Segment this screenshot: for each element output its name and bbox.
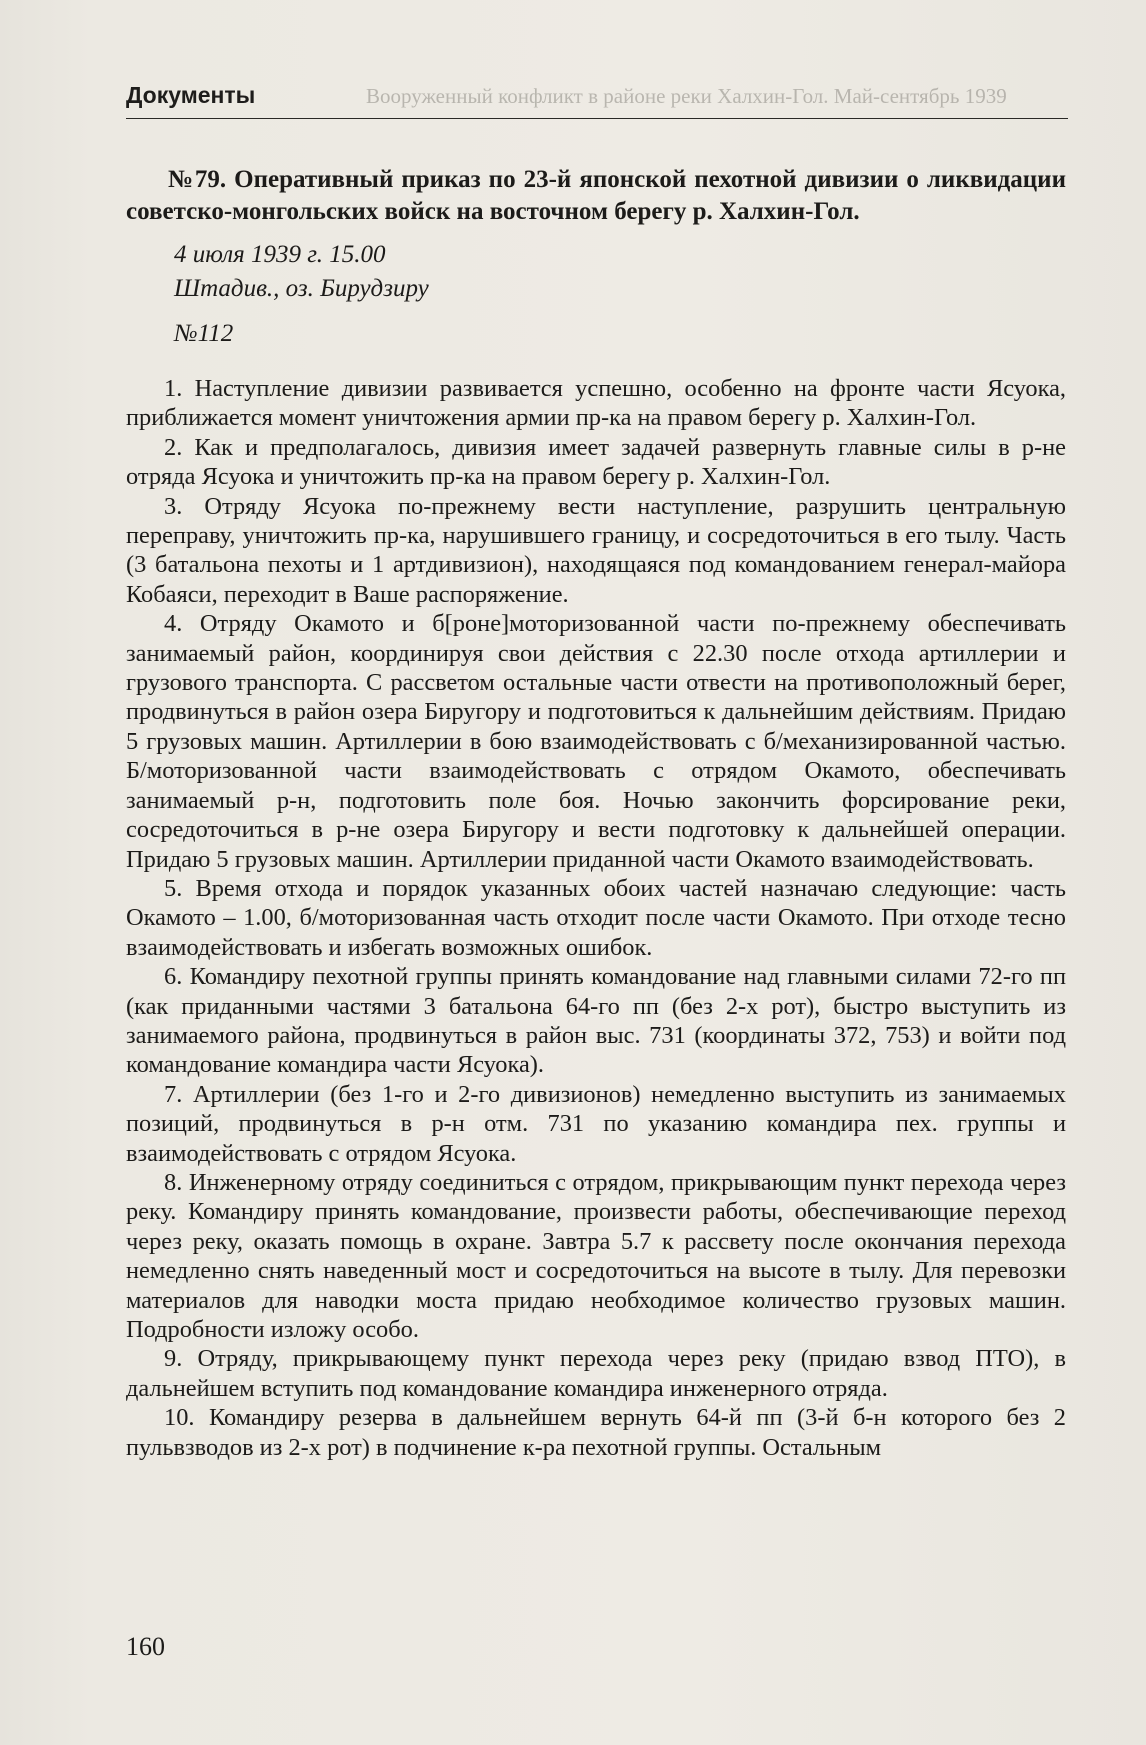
paragraph: 2. Как и предполагалось, дивизия имеет задачей развернуть главные силы в р-не отряда Ясуока и уничтожить пр-ка на правом берегу р. Халхин-Гол. bbox=[126, 433, 1066, 491]
paragraph: 5. Время отхода и порядок указанных обоих частей назначаю следующие: часть Окамото – 1.00, б/моторизованная часть отходит после части Окамото. При отходе тесно взаимодействовать и избегать возможных ошибок. bbox=[126, 874, 1066, 961]
document-body bbox=[126, 164, 1066, 1462]
document-place: Штадив., оз. Бирудзиру bbox=[174, 275, 429, 302]
paragraph: 10. Командиру резерва в дальнейшем вернуть 64-й пп (3-й б-н которого без 2 пульвзводов из 2-х рот) в подчинение к-ра пехотной группы. Остальным bbox=[126, 1404, 1066, 1461]
paragraph: 6. Командиру пехотной группы принять командование над главными силами 72-го пп (как приданными частями 3 батальона 64-го пп (без 2-х рот), быстро выступить из занимаемого района, продвинуться в район выс. 731 (координаты 372, 753) и войти под командование командира части Ясуока). bbox=[126, 963, 1066, 1079]
bleed-through-running-title: Вооруженный конфликт в районе реки Халхин-Гол. Май-сентябрь 1939 bbox=[366, 84, 1007, 108]
document-title: №79. Оперативный приказ по 23-й японской пехотной дивизии о ликвидации советско-монгольских войск на восточном берегу р. Халхин-Гол. bbox=[126, 166, 1066, 225]
document-date: 4 июля 1939 г. 15.00 bbox=[174, 241, 386, 268]
paragraph: 9. Отряду, прикрывающему пункт перехода через реку (придаю взвод ПТО), в дальнейшем вступить под командование командира инженерного отряда. bbox=[126, 1345, 1066, 1402]
paragraph: 8. Инженерному отряду соединиться с отрядом, прикрывающим пункт перехода через реку. Командиру принять командование, произвести работы, обеспечивающие переход через реку, оказать помощь в охране. Завтра 5.7 к рассвету после окончания перехода немедленно снять наведенный мост и сосредоточиться на высоте в тылу. Для перевозки материалов для наводки моста придаю необходимое количество грузовых машин. Подробности изложу особо. bbox=[126, 1168, 1066, 1343]
paragraph: 4. Отряду Окамото и б[роне]моторизованной части по-прежнему обеспечивать занимаемый район, координируя свои действия с 22.30 после отхода артиллерии и грузового транспорта. С рассветом остальные части отвести на противоположный берег, продвинуться в район озера Биругору и подготовиться к дальнейшим действиям. Придаю 5 грузовых машин. Артиллерии в бою взаимодействовать с б/механизированной частью. Б/моторизованной части взаимодействовать с отрядом Окамото, обеспечивать занимаемый р-н, подготовить поле боя. Ночью закончить форсирование реки, сосредоточиться в р-не озера Биругору и вести подготовку к дальнейшей операции. Придаю 5 грузовых машин. Артиллерии приданной части Окамото взаимодействовать. bbox=[126, 610, 1066, 873]
paragraph: 7. Артиллерии (без 1-го и 2-го дивизионов) немедленно выступить из занимаемых позиций, продвинуться в р-н отм. 731 по указанию командира пех. группы и взаимодействовать с отрядом Ясуока. bbox=[126, 1080, 1066, 1167]
section-label: Документы bbox=[126, 82, 256, 108]
paragraph: 1. Наступление дивизии развивается успешно, особенно на фронте части Ясуока, приближается момент уничтожения армии пр-ка на правом берегу р. Халхин-Гол. bbox=[126, 375, 1066, 432]
order-number: №112 bbox=[174, 320, 234, 347]
page-number: 160 bbox=[126, 1632, 165, 1661]
running-header bbox=[126, 80, 1068, 119]
paragraph: 3. Отряду Ясуока по-прежнему вести наступление, разрушить центральную переправу, уничтожить пр-ка, нарушившего границу, и сосредоточиться в его тылу. Часть (3 батальона пехоты и 1 артдивизион), находящаяся под командованием генерал-майора Кобаяси, переходит в Ваше распоряжение. bbox=[126, 492, 1066, 608]
